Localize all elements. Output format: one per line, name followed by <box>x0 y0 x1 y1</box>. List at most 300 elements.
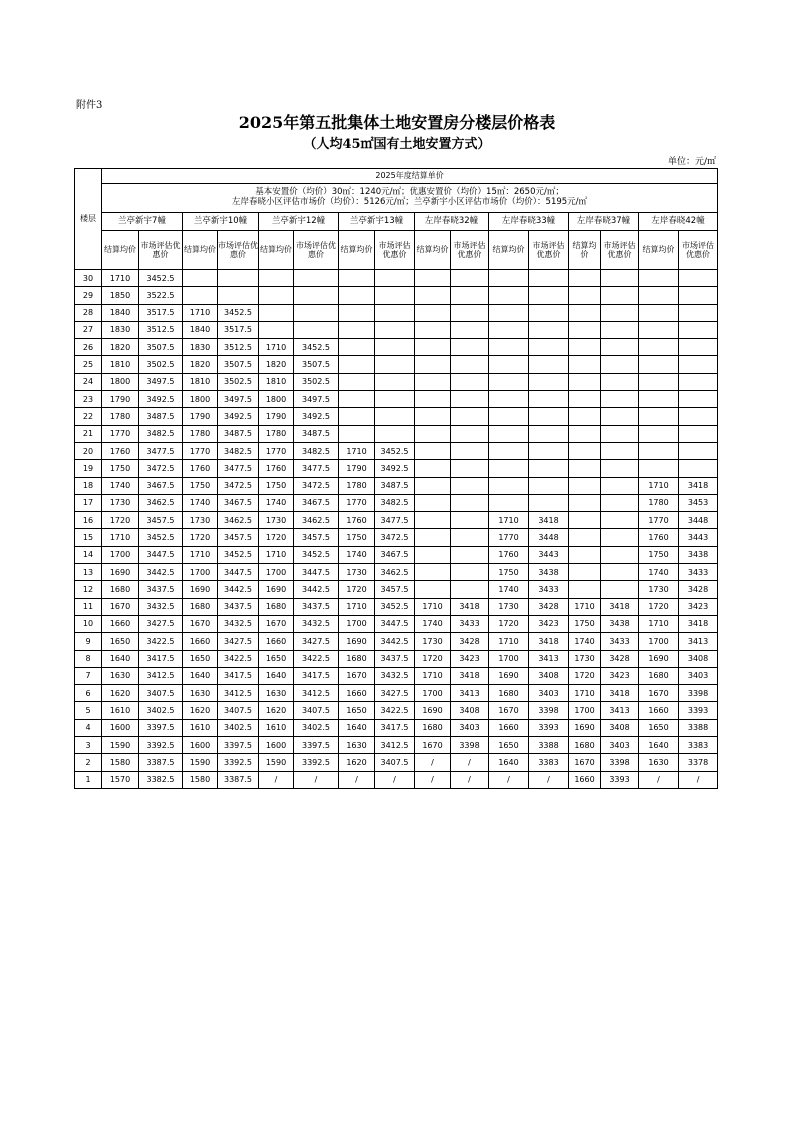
table-row <box>75 650 718 667</box>
price-cell: 1740 <box>259 494 294 511</box>
settlement-price-header: 结算均价 <box>569 231 601 270</box>
price-cell <box>679 391 718 408</box>
price-cell <box>529 321 569 338</box>
price-cell: 1720 <box>639 598 679 615</box>
price-cell: / <box>489 771 529 788</box>
price-cell <box>294 287 339 304</box>
table-row <box>75 737 718 754</box>
floor-cell: 26 <box>75 339 102 356</box>
price-info-line-2: 左岸春晓小区评估市场价（均价）：5126元/㎡；兰亭新宇小区评估市场价（均价）：5195元/㎡ <box>232 197 588 207</box>
price-cell: 1730 <box>489 598 529 615</box>
document-subtitle: （人均45㎡国有土地安置方式） <box>303 137 491 152</box>
price-cell <box>679 287 718 304</box>
price-cell: 1730 <box>183 512 218 529</box>
price-cell <box>601 373 639 390</box>
price-cell: 1750 <box>259 477 294 494</box>
price-cell: 1760 <box>489 546 529 563</box>
floor-cell: 6 <box>75 685 102 702</box>
price-cell: 1670 <box>259 615 294 632</box>
price-cell: 3512.5 <box>218 339 259 356</box>
price-cell: 3392.5 <box>218 754 259 771</box>
price-cell <box>415 287 451 304</box>
price-table <box>74 168 718 789</box>
table-row <box>75 494 718 511</box>
price-cell: 1800 <box>259 391 294 408</box>
price-cell: 3423 <box>679 598 718 615</box>
price-cell: 3462.5 <box>294 512 339 529</box>
price-cell: 1610 <box>183 719 218 736</box>
floor-cell: 7 <box>75 667 102 684</box>
building-header: 左岸春晓33幢 <box>489 213 569 231</box>
price-cell <box>601 287 639 304</box>
price-cell: 3452.5 <box>375 442 415 459</box>
price-cell: 1720 <box>489 615 529 632</box>
price-cell <box>259 304 294 321</box>
price-cell <box>451 529 489 546</box>
price-cell <box>375 270 415 287</box>
price-cell <box>529 356 569 373</box>
price-cell: 1840 <box>102 304 139 321</box>
price-cell <box>451 373 489 390</box>
price-cell <box>451 564 489 581</box>
floor-cell: 27 <box>75 321 102 338</box>
price-cell: 3457.5 <box>139 512 183 529</box>
price-cell <box>489 494 529 511</box>
price-cell: 1740 <box>102 477 139 494</box>
price-cell: 1670 <box>102 598 139 615</box>
price-cell: 3407.5 <box>218 702 259 719</box>
price-cell <box>601 321 639 338</box>
price-cell: 1700 <box>415 685 451 702</box>
price-cell: 1670 <box>569 754 601 771</box>
market-price-header: 市场评估优惠价 <box>294 231 339 270</box>
price-cell: 3413 <box>601 702 639 719</box>
price-cell <box>529 339 569 356</box>
price-cell: 3492.5 <box>294 408 339 425</box>
price-cell: 1650 <box>259 650 294 667</box>
price-cell: 3432.5 <box>294 615 339 632</box>
price-cell: 3462.5 <box>139 494 183 511</box>
price-cell: 1790 <box>259 408 294 425</box>
price-cell <box>679 356 718 373</box>
price-cell: 3423 <box>451 650 489 667</box>
price-cell: 1690 <box>259 581 294 598</box>
price-cell: 1650 <box>339 702 375 719</box>
price-cell: 1760 <box>339 512 375 529</box>
price-cell <box>259 270 294 287</box>
price-cell <box>569 304 601 321</box>
price-cell: 3422.5 <box>218 650 259 667</box>
price-cell <box>569 270 601 287</box>
price-cell: 1780 <box>639 494 679 511</box>
price-cell <box>489 477 529 494</box>
floor-cell: 8 <box>75 650 102 667</box>
floor-cell: 3 <box>75 737 102 754</box>
price-cell: 1680 <box>569 737 601 754</box>
building-header: 兰亭新宇12幢 <box>259 213 339 231</box>
price-cell <box>375 391 415 408</box>
price-cell <box>569 546 601 563</box>
floor-cell: 13 <box>75 564 102 581</box>
price-cell: 1690 <box>102 564 139 581</box>
floor-cell: 11 <box>75 598 102 615</box>
price-cell: 1820 <box>259 356 294 373</box>
price-cell: 3432.5 <box>218 615 259 632</box>
price-cell: 1710 <box>183 546 218 563</box>
price-cell: 3502.5 <box>139 356 183 373</box>
price-cell: 1660 <box>639 702 679 719</box>
price-cell <box>529 287 569 304</box>
price-cell: 3453 <box>679 494 718 511</box>
price-cell <box>415 477 451 494</box>
market-price-header: 市场评估优惠价 <box>218 231 259 270</box>
price-cell <box>529 425 569 442</box>
price-cell: 1640 <box>183 667 218 684</box>
price-cell: 3402.5 <box>139 702 183 719</box>
price-cell <box>294 270 339 287</box>
floor-header: 楼层 <box>75 169 102 270</box>
price-cell <box>569 494 601 511</box>
floor-cell: 14 <box>75 546 102 563</box>
price-cell: 3433 <box>679 564 718 581</box>
price-cell <box>294 304 339 321</box>
price-cell: 3502.5 <box>218 373 259 390</box>
price-cell: 3393 <box>529 719 569 736</box>
price-cell <box>489 339 529 356</box>
price-cell: 3413 <box>679 633 718 650</box>
table-row <box>75 754 718 771</box>
price-cell <box>375 339 415 356</box>
price-cell <box>569 373 601 390</box>
price-cell: 1650 <box>183 650 218 667</box>
price-cell: 3452.5 <box>139 529 183 546</box>
price-cell: 3447.5 <box>375 615 415 632</box>
price-cell: 3437.5 <box>218 598 259 615</box>
price-cell: 3428 <box>451 633 489 650</box>
price-cell <box>415 425 451 442</box>
price-cell: 3477.5 <box>218 460 259 477</box>
price-cell: 1710 <box>569 598 601 615</box>
price-cell <box>451 494 489 511</box>
price-cell <box>639 321 679 338</box>
price-cell: 3407.5 <box>375 754 415 771</box>
price-cell: 1660 <box>259 633 294 650</box>
price-cell: 1620 <box>183 702 218 719</box>
price-cell: 1600 <box>102 719 139 736</box>
price-cell: 1650 <box>639 719 679 736</box>
price-cell <box>415 304 451 321</box>
floor-cell: 16 <box>75 512 102 529</box>
price-cell: 3517.5 <box>139 304 183 321</box>
price-cell: 3413 <box>451 685 489 702</box>
price-cell <box>569 339 601 356</box>
price-cell: 3517.5 <box>218 321 259 338</box>
price-cell: 1710 <box>259 339 294 356</box>
price-cell: 1780 <box>339 477 375 494</box>
price-cell: 1680 <box>102 581 139 598</box>
price-cell <box>529 460 569 477</box>
price-cell <box>569 321 601 338</box>
price-cell: 3428 <box>679 581 718 598</box>
price-cell: 1710 <box>339 598 375 615</box>
price-cell: 1620 <box>259 702 294 719</box>
price-cell: 3452.5 <box>139 270 183 287</box>
price-cell: 3398 <box>529 702 569 719</box>
price-cell <box>569 581 601 598</box>
floor-cell: 21 <box>75 425 102 442</box>
price-cell: / <box>451 771 489 788</box>
price-cell: 3502.5 <box>294 373 339 390</box>
price-cell: 1580 <box>183 771 218 788</box>
price-cell <box>569 356 601 373</box>
price-cell: 1630 <box>339 737 375 754</box>
document-title: 2025年第五批集体土地安置房分楼层价格表 <box>238 113 556 132</box>
price-cell: 1590 <box>183 754 218 771</box>
price-cell: 1850 <box>102 287 139 304</box>
floor-cell: 30 <box>75 270 102 287</box>
price-cell: 1750 <box>183 477 218 494</box>
price-cell: 3438 <box>601 615 639 632</box>
price-cell: 1630 <box>639 754 679 771</box>
price-cell: 3472.5 <box>294 477 339 494</box>
price-cell: 3412.5 <box>375 737 415 754</box>
price-cell <box>569 391 601 408</box>
price-cell: 3408 <box>601 719 639 736</box>
unit-label: 单位：元/㎡ <box>667 157 716 167</box>
price-cell: 1750 <box>639 546 679 563</box>
price-cell: 1710 <box>259 546 294 563</box>
floor-cell: 10 <box>75 615 102 632</box>
price-cell: 1750 <box>569 615 601 632</box>
price-cell: 1720 <box>183 529 218 546</box>
price-cell <box>601 408 639 425</box>
price-cell <box>569 477 601 494</box>
price-cell: 1740 <box>183 494 218 511</box>
price-cell <box>451 270 489 287</box>
price-cell <box>529 373 569 390</box>
price-cell: 3447.5 <box>139 546 183 563</box>
price-cell <box>639 391 679 408</box>
price-cell: 1680 <box>415 719 451 736</box>
price-cell: 1570 <box>102 771 139 788</box>
price-cell: 1660 <box>183 633 218 650</box>
price-cell: 3423 <box>601 667 639 684</box>
price-info <box>102 184 718 213</box>
price-cell: 1700 <box>639 633 679 650</box>
price-cell <box>569 529 601 546</box>
price-cell: 1770 <box>183 442 218 459</box>
price-cell <box>569 287 601 304</box>
price-cell <box>639 304 679 321</box>
price-cell: 3418 <box>529 633 569 650</box>
price-cell <box>415 321 451 338</box>
price-cell <box>294 321 339 338</box>
price-cell: 1700 <box>102 546 139 563</box>
price-cell: 1590 <box>102 737 139 754</box>
price-cell: 3427.5 <box>139 615 183 632</box>
table-row <box>75 633 718 650</box>
price-cell <box>451 425 489 442</box>
price-cell: 3452.5 <box>294 339 339 356</box>
price-cell: 1660 <box>102 615 139 632</box>
price-cell <box>415 339 451 356</box>
price-cell: 1770 <box>102 425 139 442</box>
price-cell: 1730 <box>339 564 375 581</box>
price-cell <box>339 321 375 338</box>
price-cell: 3477.5 <box>294 460 339 477</box>
price-cell: / <box>529 771 569 788</box>
price-cell: 1770 <box>489 529 529 546</box>
price-cell <box>639 270 679 287</box>
price-cell: 1710 <box>415 598 451 615</box>
table-row <box>75 702 718 719</box>
price-cell <box>451 408 489 425</box>
price-cell: 1700 <box>183 564 218 581</box>
price-cell: 3482.5 <box>218 442 259 459</box>
price-cell <box>601 304 639 321</box>
attachment-label: 附件3 <box>76 100 103 111</box>
price-cell <box>529 304 569 321</box>
price-cell <box>451 321 489 338</box>
price-cell: 1790 <box>339 460 375 477</box>
price-cell: 1670 <box>489 702 529 719</box>
price-cell: 3477.5 <box>375 512 415 529</box>
price-cell: 1810 <box>259 373 294 390</box>
price-cell: 1740 <box>339 546 375 563</box>
price-cell: 3427.5 <box>218 633 259 650</box>
price-cell: 3418 <box>529 512 569 529</box>
floor-cell: 5 <box>75 702 102 719</box>
table-body <box>75 270 718 789</box>
price-cell: 1810 <box>102 356 139 373</box>
market-price-header: 市场评估优惠价 <box>601 231 639 270</box>
table-row <box>75 391 718 408</box>
table-row <box>75 408 718 425</box>
price-cell: 1720 <box>339 581 375 598</box>
price-cell <box>451 477 489 494</box>
table-row <box>75 719 718 736</box>
price-cell <box>489 442 529 459</box>
price-cell <box>529 408 569 425</box>
price-cell: 3432.5 <box>375 667 415 684</box>
price-cell: 3428 <box>601 650 639 667</box>
price-cell: 1660 <box>569 771 601 788</box>
price-cell: 1710 <box>489 512 529 529</box>
price-cell: 3452.5 <box>294 546 339 563</box>
price-cell: 3397.5 <box>294 737 339 754</box>
price-cell <box>679 270 718 287</box>
price-cell <box>679 321 718 338</box>
price-cell: 1610 <box>259 719 294 736</box>
price-cell: 3447.5 <box>294 564 339 581</box>
price-cell <box>339 425 375 442</box>
price-cell: 1800 <box>102 373 139 390</box>
price-cell: 3417.5 <box>294 667 339 684</box>
price-cell: / <box>415 771 451 788</box>
settlement-price-header: 结算均价 <box>639 231 679 270</box>
price-cell <box>569 564 601 581</box>
price-cell: 1830 <box>183 339 218 356</box>
price-cell: 3487.5 <box>294 425 339 442</box>
building-header: 左岸春晓37幢 <box>569 213 639 231</box>
price-cell: 3433 <box>529 581 569 598</box>
price-cell: 3442.5 <box>218 581 259 598</box>
floor-cell: 29 <box>75 287 102 304</box>
building-header: 兰亭新宇7幢 <box>102 213 183 231</box>
price-cell <box>569 425 601 442</box>
price-cell: 3428 <box>529 598 569 615</box>
price-cell: 3418 <box>451 598 489 615</box>
price-cell <box>339 339 375 356</box>
price-cell <box>339 270 375 287</box>
price-cell: 1790 <box>102 391 139 408</box>
price-cell: 3397.5 <box>139 719 183 736</box>
price-cell <box>679 373 718 390</box>
price-cell: 1820 <box>183 356 218 373</box>
price-cell <box>569 460 601 477</box>
price-cell: 3378 <box>679 754 718 771</box>
price-cell: 1650 <box>489 737 529 754</box>
price-cell <box>529 270 569 287</box>
building-header: 兰亭新宇10幢 <box>183 213 259 231</box>
table-row <box>75 373 718 390</box>
building-header: 左岸春晓32幢 <box>415 213 489 231</box>
table-row <box>75 356 718 373</box>
price-cell <box>259 321 294 338</box>
price-cell: 3482.5 <box>139 425 183 442</box>
price-cell: 3403 <box>529 685 569 702</box>
price-cell: 1640 <box>639 737 679 754</box>
price-cell: 3448 <box>529 529 569 546</box>
price-cell: 1600 <box>183 737 218 754</box>
price-cell <box>679 442 718 459</box>
price-cell: 1680 <box>639 667 679 684</box>
table-row <box>75 564 718 581</box>
price-cell: 1670 <box>639 685 679 702</box>
price-cell: 3492.5 <box>375 460 415 477</box>
floor-cell: 28 <box>75 304 102 321</box>
price-cell: 3487.5 <box>218 425 259 442</box>
table-row <box>75 685 718 702</box>
price-cell: 3387.5 <box>139 754 183 771</box>
price-cell <box>601 477 639 494</box>
price-cell: 3382.5 <box>139 771 183 788</box>
price-cell: 1600 <box>259 737 294 754</box>
price-cell <box>489 408 529 425</box>
price-cell <box>569 442 601 459</box>
price-cell <box>601 339 639 356</box>
table-row <box>75 546 718 563</box>
price-cell: 1780 <box>183 425 218 442</box>
price-cell <box>375 287 415 304</box>
price-cell <box>639 339 679 356</box>
price-cell: 1690 <box>415 702 451 719</box>
price-cell <box>451 304 489 321</box>
price-cell <box>451 442 489 459</box>
price-cell <box>451 391 489 408</box>
price-cell: 3422.5 <box>139 633 183 650</box>
price-cell: 3467.5 <box>139 477 183 494</box>
price-cell: 3507.5 <box>139 339 183 356</box>
price-cell: 3443 <box>679 529 718 546</box>
price-cell: 1590 <box>259 754 294 771</box>
floor-cell: 15 <box>75 529 102 546</box>
price-cell: 3472.5 <box>375 529 415 546</box>
price-cell <box>451 546 489 563</box>
table-row <box>75 529 718 546</box>
price-cell <box>339 373 375 390</box>
price-cell: 1770 <box>259 442 294 459</box>
